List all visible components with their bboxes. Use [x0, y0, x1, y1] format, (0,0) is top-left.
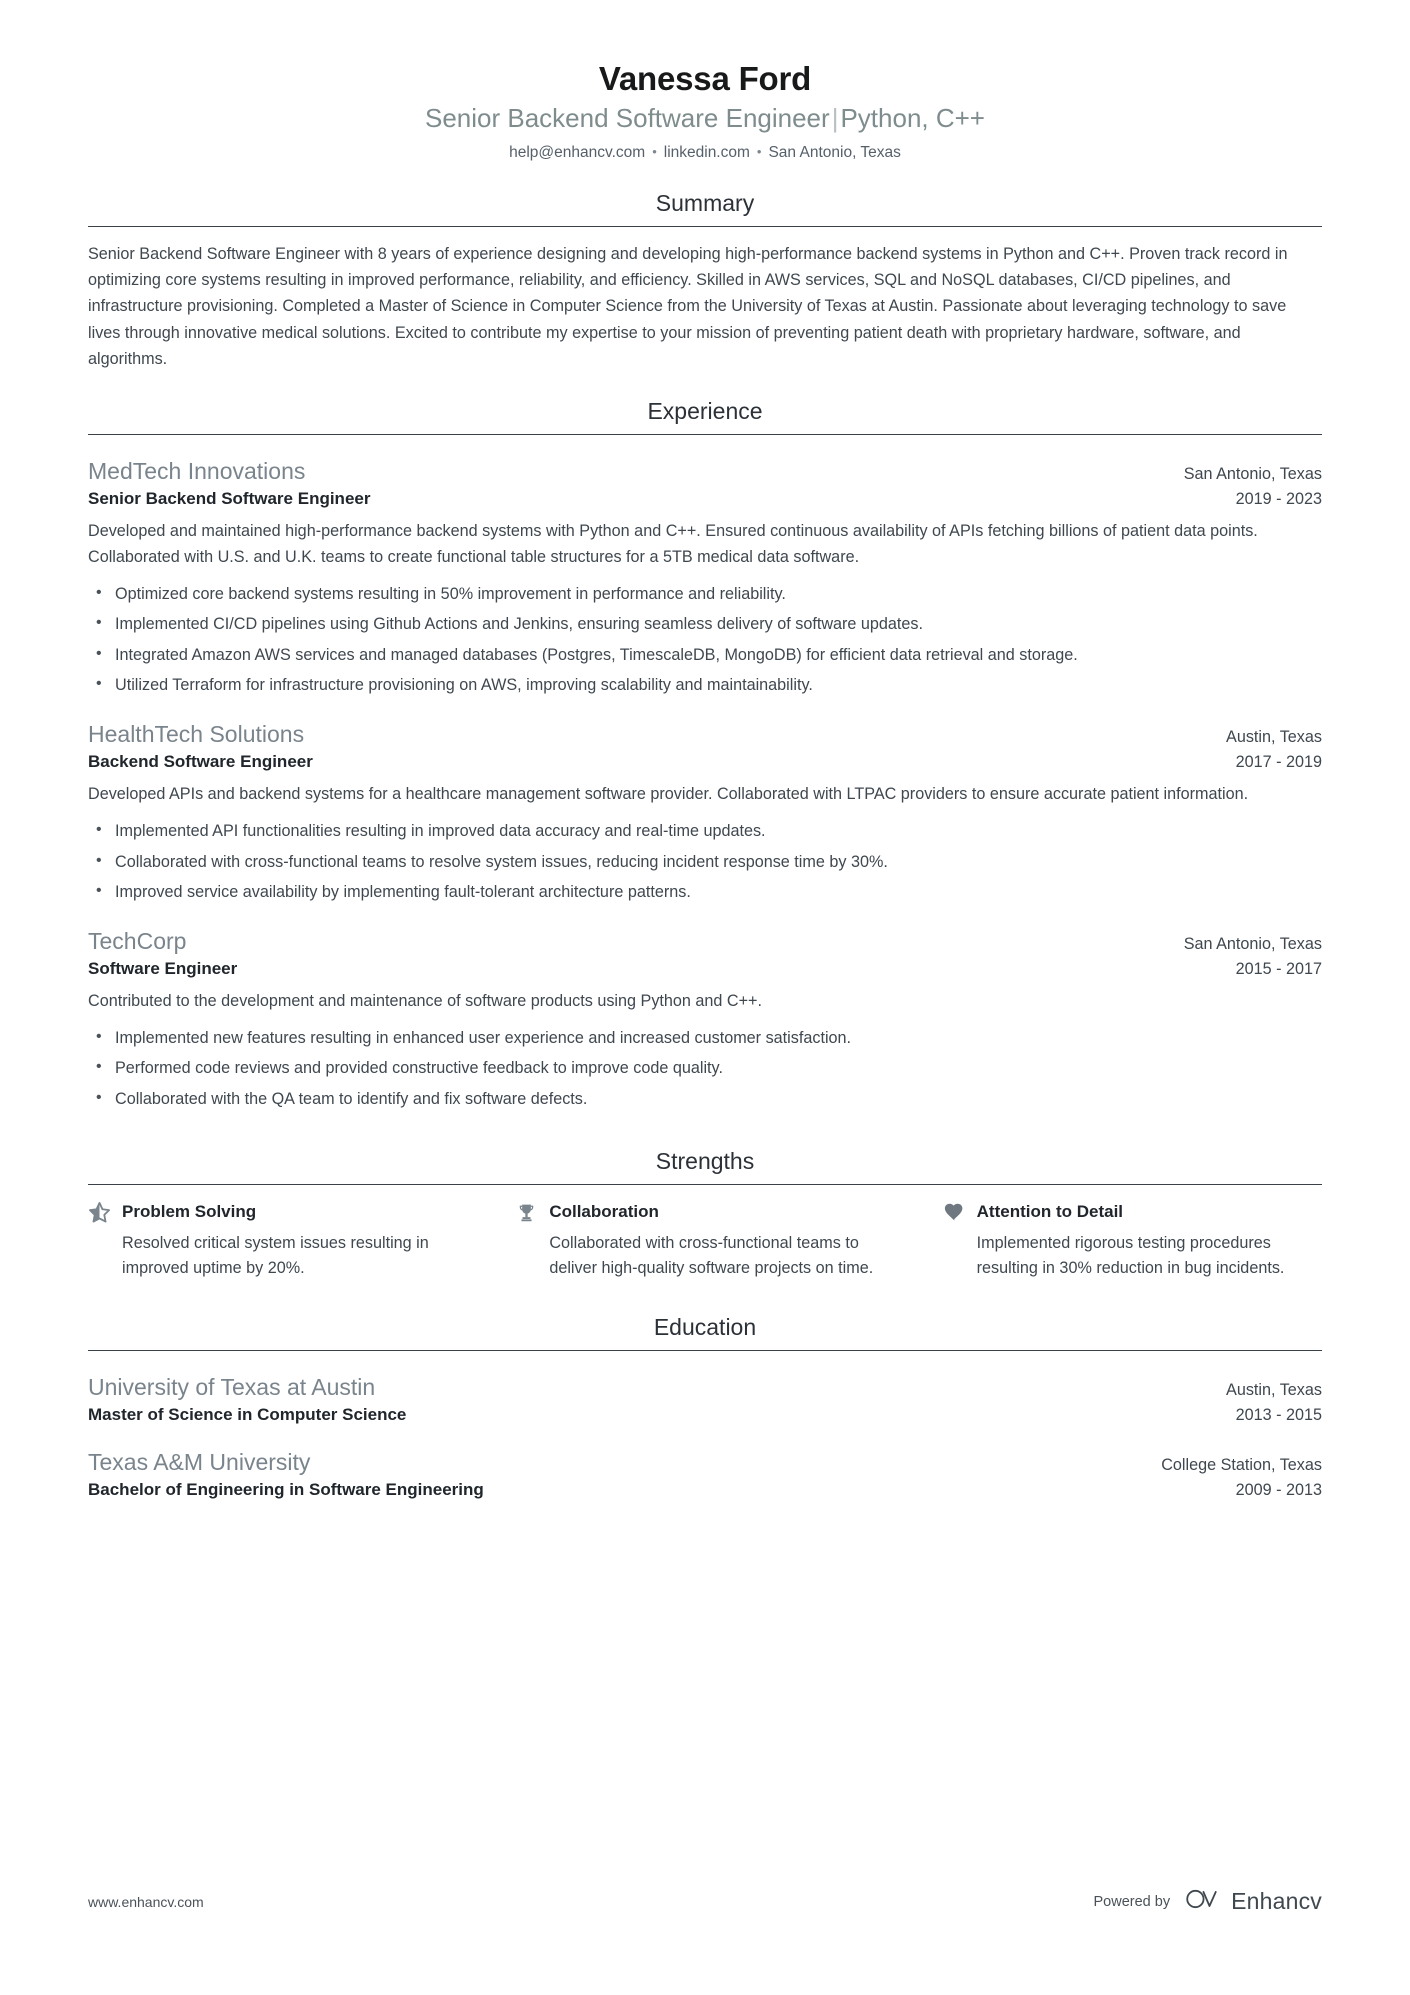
strength-item: [943, 1201, 1322, 1280]
job-description: Developed and maintained high-performance backend systems with Python and C++. Ensured continuous availability of APIs fetching billions of patient data points. Collaborated with U.S. and U.K. teams to create functional table structures for a 5TB medical data software.: [88, 522, 1258, 567]
list-item: • Collaborated with cross-functional teams to resolve system issues, reducing incident response time by 30%.: [88, 850, 1322, 875]
education-entry-subheader: [88, 1401, 1322, 1426]
strength-title: Problem Solving: [122, 1202, 257, 1222]
job-bullet-list: [88, 808, 1322, 905]
trophy-icon: [515, 1201, 538, 1224]
company-name: TechCorp: [88, 928, 187, 955]
job-dates: 2019 - 2023: [1235, 490, 1322, 509]
strength-header: [515, 1201, 894, 1224]
list-item: • Improved service availability by implementing fault-tolerant architecture patterns.: [88, 880, 1322, 905]
degree-name: Bachelor of Engineering in Software Engineering: [88, 1480, 484, 1500]
resume-header: [88, 58, 1322, 164]
experience-entry-subheader: [88, 748, 1322, 773]
heart-icon: [943, 1201, 966, 1224]
section-summary: [88, 190, 1322, 372]
contact-linkedin[interactable]: linkedin.com: [663, 144, 750, 162]
company-location: San Antonio, Texas: [1183, 935, 1322, 954]
education-entry: [88, 1373, 1322, 1426]
strength-item: [88, 1201, 467, 1280]
company-name: MedTech Innovations: [88, 458, 306, 485]
list-item: • Implemented new features resulting in enhanced user experience and increased customer satisfaction.: [88, 1026, 1322, 1051]
experience-entry-header: [88, 927, 1322, 955]
section-divider: [88, 434, 1322, 435]
contact-location: San Antonio, Texas: [768, 144, 901, 162]
contact-line: [88, 143, 1322, 164]
experience-entry-header: [88, 457, 1322, 485]
experience-entry-header: [88, 720, 1322, 748]
school-name: University of Texas at Austin: [88, 1374, 376, 1401]
contact-separator: •: [652, 144, 657, 160]
section-title-summary: Summary: [655, 189, 755, 216]
job-dates: 2017 - 2019: [1235, 753, 1322, 772]
list-item: • Utilized Terraform for infrastructure provisioning on AWS, improving scalability and maintainability.: [88, 673, 1322, 698]
job-title: Backend Software Engineer: [88, 752, 313, 772]
job-dates: 2015 - 2017: [1235, 960, 1322, 979]
experience-entry-subheader: [88, 485, 1322, 510]
strength-header: [88, 1201, 467, 1224]
strength-description: Implemented rigorous testing procedures resulting in 30% reduction in bug incidents.: [976, 1233, 1285, 1277]
experience-entry: [88, 720, 1322, 905]
experience-entry: [88, 927, 1322, 1112]
strength-description: Collaborated with cross-functional teams to deliver high-quality software projects on time.: [549, 1233, 874, 1277]
list-item: • Collaborated with the QA team to identify and fix software defects.: [88, 1087, 1322, 1112]
professional-title-left: Senior Backend Software Engineer: [424, 103, 830, 134]
star-icon: [88, 1201, 111, 1224]
section-title-experience: Experience: [647, 398, 763, 425]
powered-by-label: Powered by: [1093, 1893, 1171, 1910]
contact-separator: •: [756, 144, 762, 160]
contact-email[interactable]: help@enhancv.com: [509, 144, 646, 162]
degree-name: Master of Science in Computer Science: [88, 1405, 407, 1425]
experience-entry: [88, 457, 1322, 698]
education-entry-header: [88, 1373, 1322, 1401]
enhancv-mark-icon: [1184, 1886, 1222, 1917]
degree-dates: 2009 - 2013: [1235, 1481, 1322, 1500]
powered-by-block: [1094, 1886, 1323, 1917]
list-item: • Implemented API functionalities resulting in improved data accuracy and real-time updates.: [88, 819, 1322, 844]
school-name: Texas A&M University: [88, 1449, 311, 1476]
strengths-grid: [88, 1185, 1322, 1280]
job-title: Software Engineer: [88, 959, 238, 979]
enhancv-brand-name: Enhancv: [1231, 1888, 1322, 1914]
strength-item: [515, 1201, 894, 1280]
degree-dates: 2013 - 2015: [1235, 1406, 1322, 1425]
list-item: • Performed code reviews and provided constructive feedback to improve code quality.: [88, 1056, 1322, 1081]
experience-entry-subheader: [88, 955, 1322, 980]
job-description: Contributed to the development and maintenance of software products using Python and C++.: [88, 992, 763, 1011]
summary-text: Senior Backend Software Engineer with 8 years of experience designing and developing high-performance backend systems in Python and C++. Proven track record in optimizing core systems resulting in improved performance, reliability, and efficiency. Skilled in AWS services, SQL and NoSQL databases, CI/CD pipelines, and infrastructure provisioning. Completed a Master of Science in Computer Science from the University of Texas at Austin. Passionate about leveraging technology to save lives through innovative medical solutions. Excited to contribute my expertise to your mission of preventing patient death with proprietary hardware, software, and algorithms.: [88, 244, 1288, 368]
company-location: San Antonio, Texas: [1183, 465, 1322, 484]
job-title: Senior Backend Software Engineer: [88, 489, 371, 509]
job-description: Developed APIs and backend systems for a healthcare management software provider. Collaborated with LTPAC providers to ensure accurate patient information.: [88, 785, 1249, 804]
company-location: Austin, Texas: [1226, 728, 1322, 747]
school-location: College Station, Texas: [1161, 1456, 1322, 1475]
strength-title: Attention to Detail: [976, 1202, 1124, 1222]
page-title: Vanessa Ford: [598, 60, 812, 97]
company-name: HealthTech Solutions: [88, 721, 305, 748]
professional-title: [88, 102, 1322, 136]
footer-url[interactable]: www.enhancv.com: [88, 1893, 204, 1910]
education-entry-subheader: [88, 1476, 1322, 1501]
strength-title: Collaboration: [549, 1202, 659, 1222]
section-education: [88, 1314, 1322, 1501]
strength-header: [943, 1201, 1322, 1224]
section-experience: [88, 398, 1322, 1112]
job-bullet-list: [88, 571, 1322, 698]
education-entry-header: [88, 1448, 1322, 1476]
section-title-education: Education: [653, 1314, 757, 1341]
list-item: • Implemented CI/CD pipelines using Github Actions and Jenkins, ensuring seamless delivery of software updates.: [88, 612, 1322, 637]
job-bullet-list: [88, 1015, 1322, 1112]
professional-title-right: Python, C++: [840, 103, 985, 134]
school-location: Austin, Texas: [1226, 1381, 1322, 1400]
list-item: • Optimized core backend systems resulting in 50% improvement in performance and reliability.: [88, 582, 1322, 607]
page-footer: [88, 1886, 1322, 1917]
section-strengths: [88, 1148, 1322, 1280]
education-entry: [88, 1448, 1322, 1501]
section-divider: [88, 1350, 1322, 1351]
enhancv-logo: [1184, 1886, 1322, 1917]
section-title-strengths: Strengths: [655, 1147, 755, 1174]
title-divider: |: [831, 103, 839, 134]
strength-description: Resolved critical system issues resulting in improved uptime by 20%.: [122, 1233, 429, 1277]
list-item: • Integrated Amazon AWS services and managed databases (Postgres, TimescaleDB, MongoDB) for efficient data retrieval and storage.: [88, 643, 1322, 668]
